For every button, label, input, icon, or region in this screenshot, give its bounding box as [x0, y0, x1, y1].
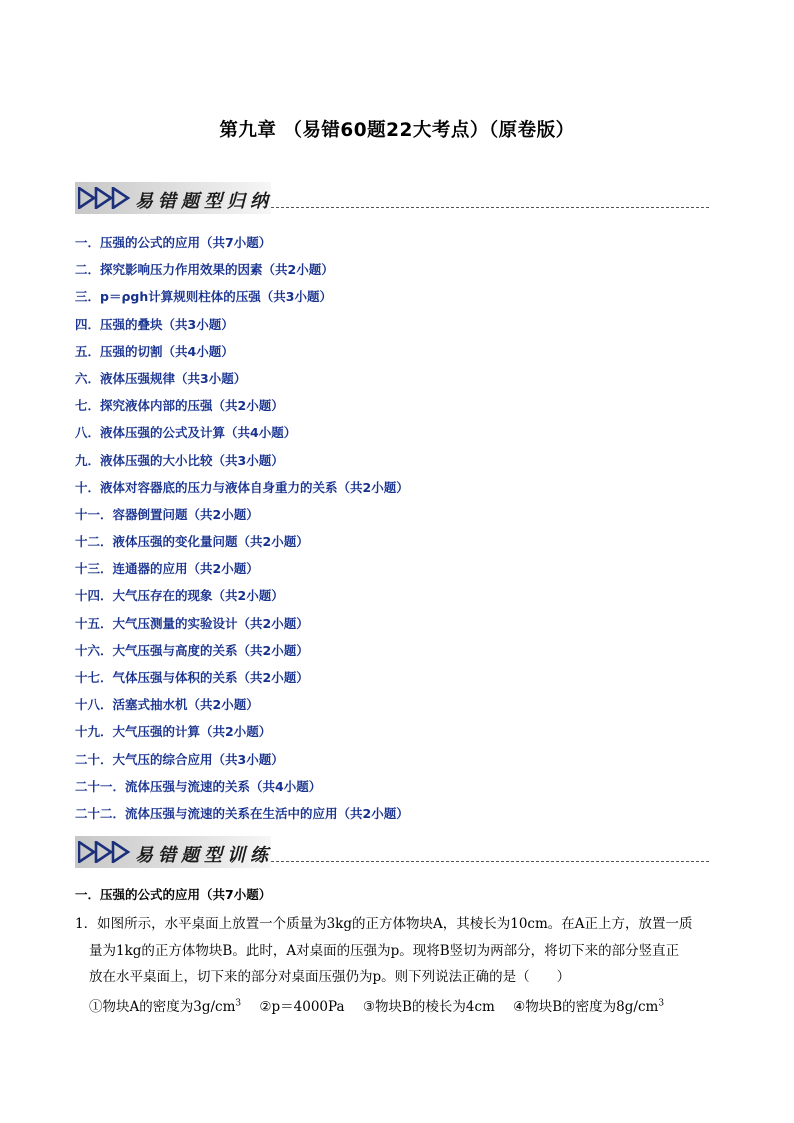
question-1 — [75, 911, 725, 1021]
topic-item: 一．压强的公式的应用（共7小题） — [75, 235, 272, 250]
section-heading-summary — [75, 182, 709, 218]
statement-option-2: ②p＝4000Pa — [259, 999, 345, 1015]
topic-item: 三．p＝ρgh计算规则柱体的压强（共3小题） — [75, 289, 332, 305]
topic-item: 十．液体对容器底的压力与液体自身重力的关系（共2小题） — [75, 479, 409, 495]
section-heading-text: 易错题型训练 — [135, 845, 273, 866]
section-heading-training — [75, 836, 709, 872]
topic-item: 十六．大气压强与高度的关系（共2小题） — [75, 642, 309, 658]
topic-item: 十一．容器倒置问题（共2小题） — [75, 506, 259, 522]
statement-option-3: ③物块B的棱长为4cm — [362, 999, 495, 1015]
topic-item: 十三．连通器的应用（共2小题） — [75, 561, 259, 577]
topic-item: 六．液体压强规律（共3小题） — [75, 370, 247, 386]
dashed-divider — [271, 861, 709, 862]
topic-item: 二十二．流体压强与流速的关系在生活中的应用（共2小题） — [75, 805, 409, 821]
statement-options — [75, 991, 725, 1021]
question-text-line: 放在水平桌面上，切下来的部分对桌面压强仍为p。则下列说法正确的是（ ） — [89, 969, 571, 985]
topic-item: 十五．大气压测量的实验设计（共2小题） — [75, 615, 309, 631]
triple-arrow-icon — [78, 187, 132, 209]
triple-arrow-icon — [78, 841, 132, 863]
topic-item: 十四．大气压存在的现象（共2小题） — [75, 588, 284, 604]
section-heading-text: 易错题型归纳 — [135, 191, 273, 212]
dashed-divider — [271, 207, 709, 208]
question-text-line: 量为1kg的正方体物块B。此时，A对桌面的压强为p。现将B竖切为两部分，将切下来的部分竖直正 — [89, 942, 680, 959]
topic-item: 二十．大气压的综合应用（共3小题） — [75, 751, 284, 767]
question-text-line: 1．如图所示，水平桌面上放置一个质量为3kg的正方体物块A，其棱长为10cm。在A正上方，放置一质 — [75, 916, 693, 932]
topic-item: 九．液体压强的大小比较（共3小题） — [75, 452, 284, 468]
topic-item: 十八．活塞式抽水机（共2小题） — [75, 697, 259, 713]
topic-item: 二十一．流体压强与流速的关系（共4小题） — [75, 778, 322, 794]
topic-item: 七．探究液体内部的压强（共2小题） — [75, 398, 284, 414]
statement-option-4: ④物块B的密度为$8g/cm^3$ — [513, 998, 665, 1015]
topic-list — [75, 229, 715, 827]
page-title: 第九章 （易错60题22大考点）（原卷版） — [219, 120, 575, 141]
topic-item: 二．探究影响压力作用效果的因素（共2小题） — [75, 262, 334, 278]
topic-item: 八．液体压强的公式及计算（共4小题） — [75, 425, 297, 441]
topic-item: 十二．液体压强的变化量问题（共2小题） — [75, 534, 309, 550]
topic-item: 十九．大气压强的计算（共2小题） — [75, 724, 272, 740]
statement-option-1: ①物块A的密度为$3g/cm^3$ — [89, 998, 242, 1015]
topic-item: 十七．气体压强与体积的关系（共2小题） — [75, 670, 309, 685]
topic-item: 五．压强的切割（共4小题） — [75, 343, 234, 359]
topic-item: 四．压强的叠块（共3小题） — [75, 316, 234, 332]
training-subheading: 一．压强的公式的应用（共7小题） — [75, 887, 272, 902]
